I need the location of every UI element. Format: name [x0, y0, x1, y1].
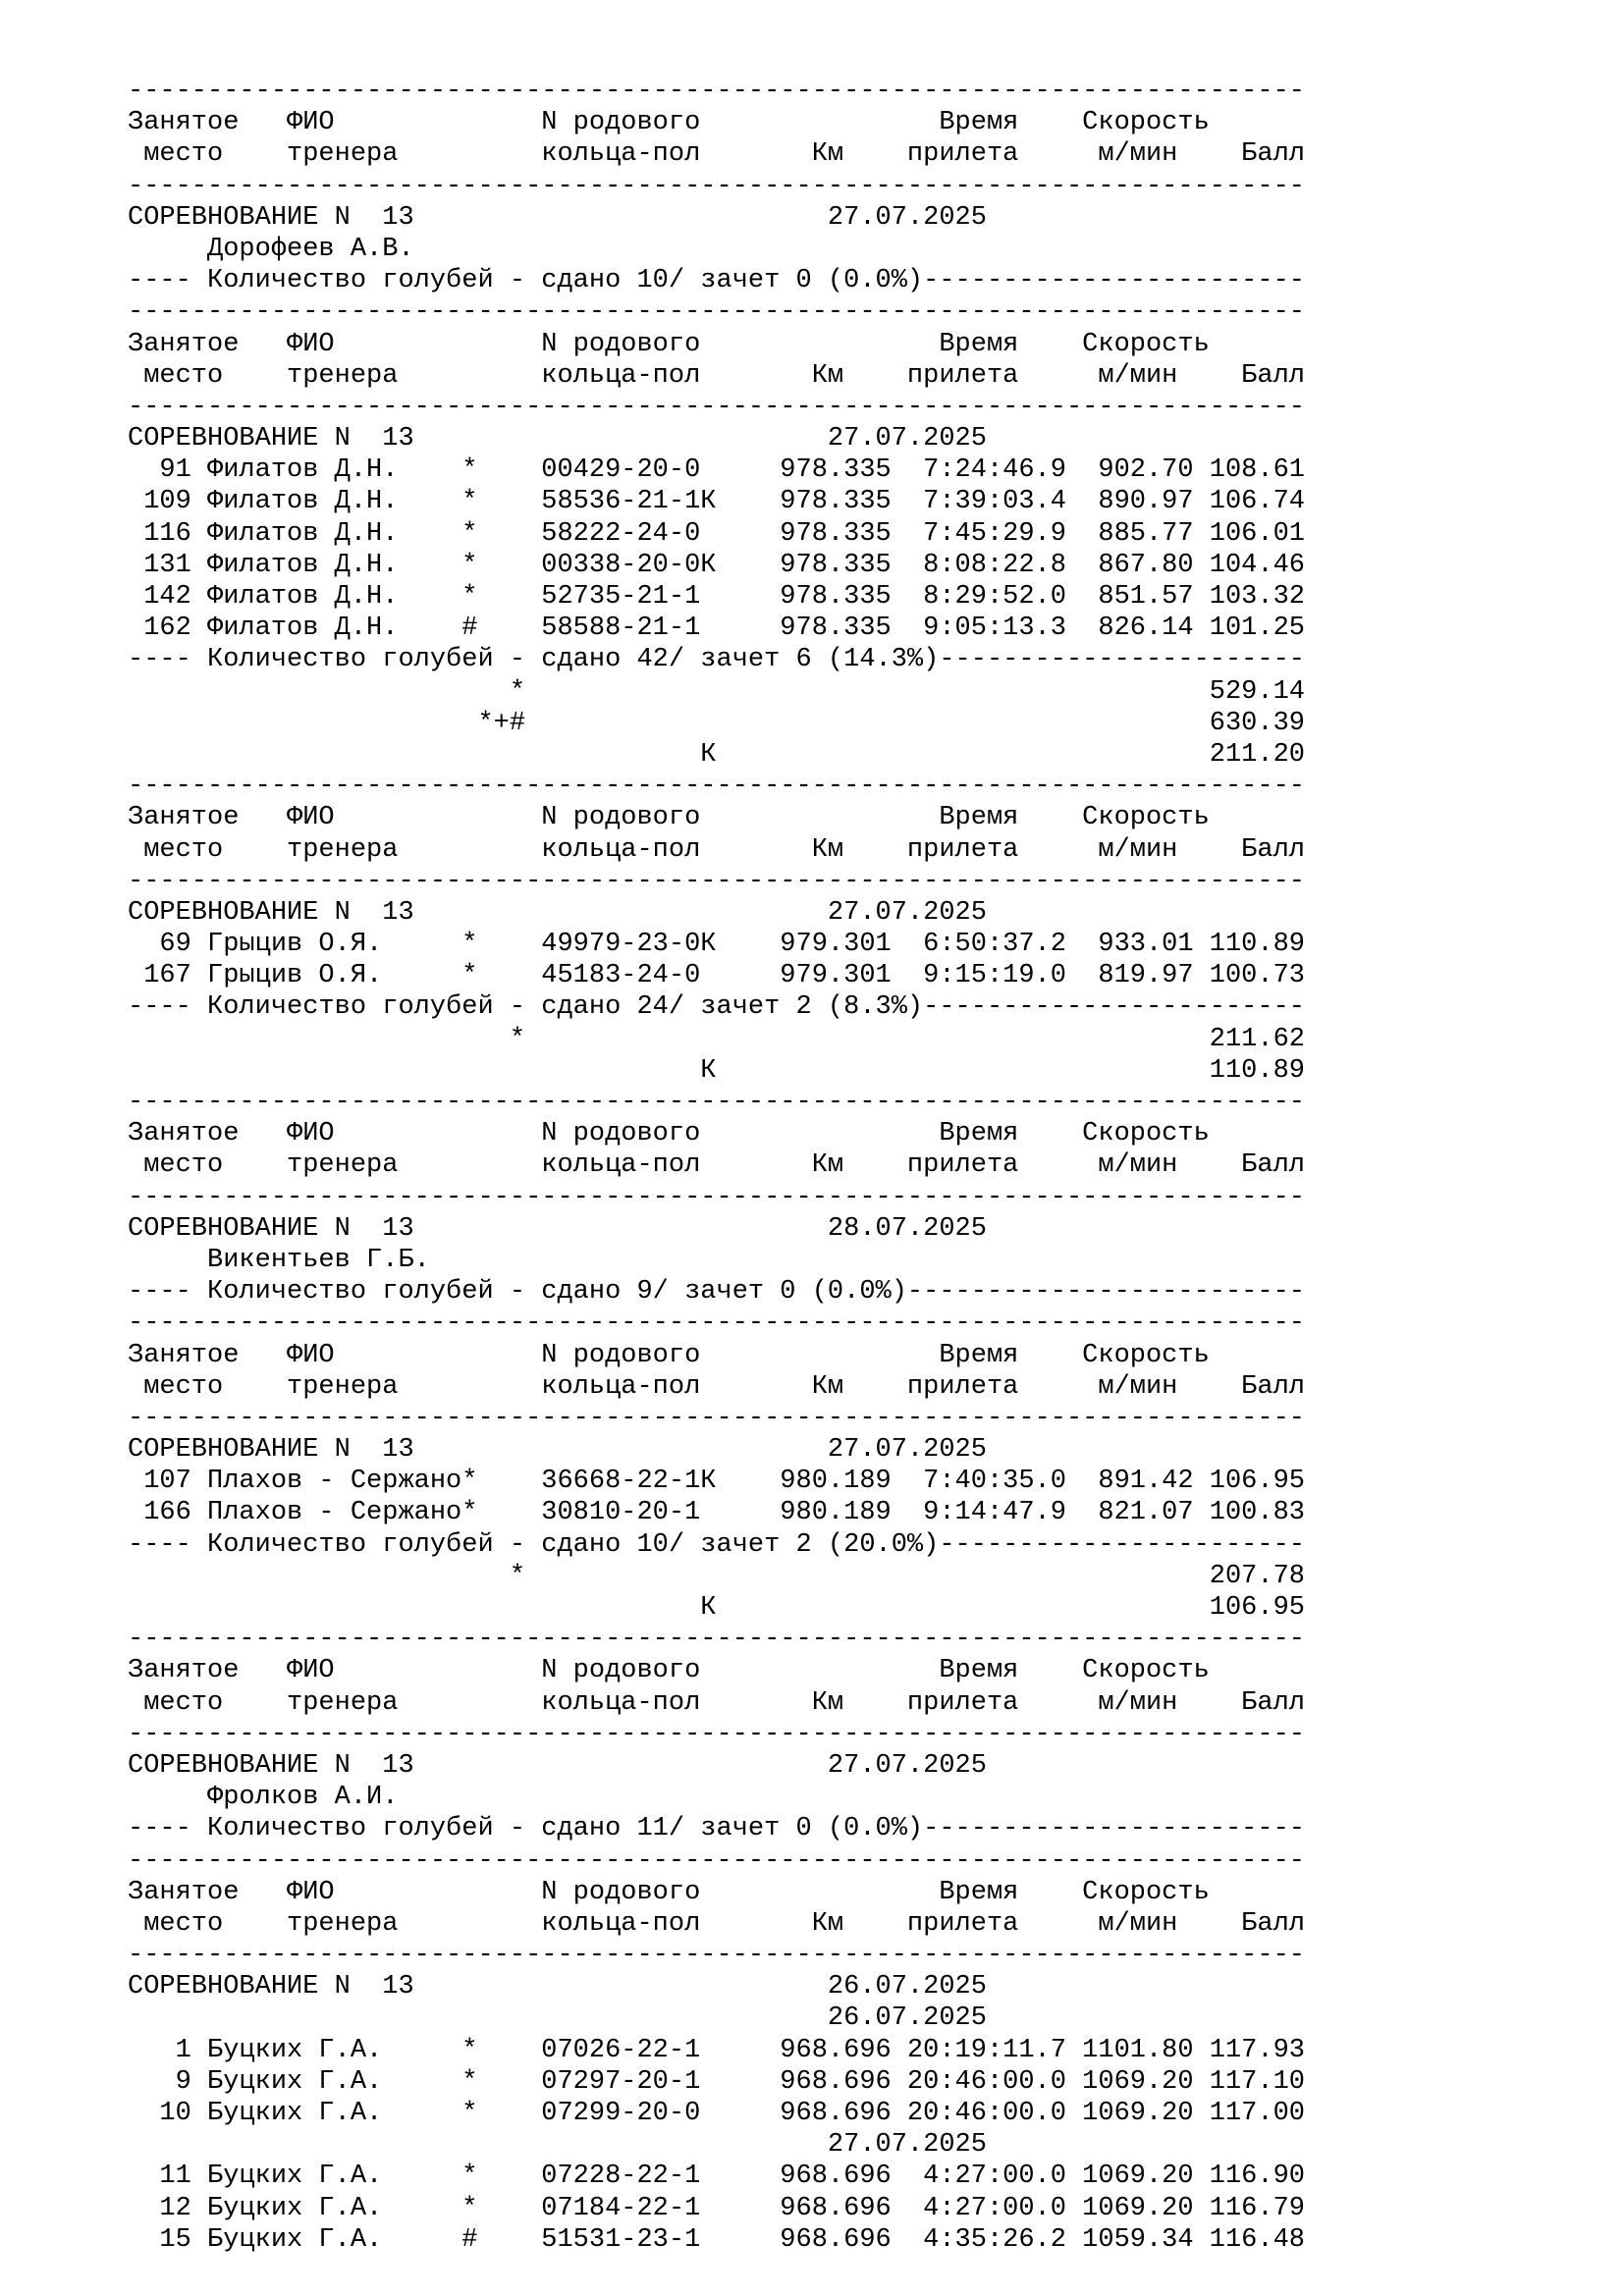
competition-title-line: СОРЕВНОВАНИЕ N 13 27.07.2025 — [128, 1435, 1305, 1466]
summary-line: * 529.14 — [128, 676, 1305, 707]
column-header-line: место тренера кольца-пол Км прилета м/мин Балл — [128, 1908, 1305, 1939]
column-header-line: Занятое ФИО N родового Время Скорость — [128, 1877, 1305, 1907]
separator-line: -------------------------------------------------------------------------- — [128, 297, 1305, 328]
column-header-line: Занятое ФИО N родового Время Скорость — [128, 1656, 1305, 1686]
separator-line: -------------------------------------------------------------------------- — [128, 1182, 1305, 1212]
trainer-name-line: Дорофеев А.В. — [128, 234, 1305, 264]
result-row: 69 Грыцив О.Я. * 49979-23-0К 979.301 6:50:37.2 933.01 110.89 — [128, 930, 1305, 960]
summary-line: К 211.20 — [128, 739, 1305, 770]
separator-line: -------------------------------------------------------------------------- — [128, 1308, 1305, 1339]
result-row: 142 Филатов Д.Н. * 52735-21-1 978.335 8:29:52.0 851.57 103.32 — [128, 582, 1305, 612]
result-row: 131 Филатов Д.Н. * 00338-20-0К 978.335 8:08:22.8 867.80 104.46 — [128, 550, 1305, 580]
column-header-line: место тренера кольца-пол Км прилета м/мин Балл — [128, 1150, 1305, 1181]
pigeon-count-line: ---- Количество голубей - сдано 10/ зачет 2 (20.0%)----------------------- — [128, 1529, 1305, 1560]
separator-line: -------------------------------------------------------------------------- — [128, 1403, 1305, 1433]
date-line: 27.07.2025 — [128, 2130, 1305, 2161]
summary-line: К 106.95 — [128, 1593, 1305, 1623]
summary-line: К 110.89 — [128, 1055, 1305, 1086]
trainer-name-line: Фролков А.И. — [128, 1783, 1305, 1813]
result-row: 116 Филатов Д.Н. * 58222-24-0 978.335 7:45:29.9 885.77 106.01 — [128, 518, 1305, 549]
competition-title-line: СОРЕВНОВАНИЕ N 13 27.07.2025 — [128, 897, 1305, 928]
column-header-line: Занятое ФИО N родового Время Скорость — [128, 1119, 1305, 1149]
column-header-line: Занятое ФИО N родового Время Скорость — [128, 108, 1305, 138]
pigeon-count-line: ---- Количество голубей - сдано 24/ зачет 2 (8.3%)------------------------ — [128, 992, 1305, 1023]
column-header-line: Занятое ФИО N родового Время Скорость — [128, 803, 1305, 833]
summary-line: * 207.78 — [128, 1561, 1305, 1591]
column-header-line: место тренера кольца-пол Км прилета м/мин Балл — [128, 139, 1305, 170]
column-header-line: место тренера кольца-пол Км прилета м/мин Балл — [128, 1687, 1305, 1718]
result-row: 162 Филатов Д.Н. # 58588-21-1 978.335 9:05:13.3 826.14 101.25 — [128, 614, 1305, 644]
result-row: 1 Буцких Г.А. * 07026-22-1 968.696 20:19:11.7 1101.80 117.93 — [128, 2035, 1305, 2065]
separator-line: -------------------------------------------------------------------------- — [128, 866, 1305, 896]
competition-title-line: СОРЕВНОВАНИЕ N 13 28.07.2025 — [128, 1213, 1305, 1244]
column-header-line: Занятое ФИО N родового Время Скорость — [128, 1340, 1305, 1370]
column-header-line: место тренера кольца-пол Км прилета м/мин Балл — [128, 834, 1305, 865]
separator-line: -------------------------------------------------------------------------- — [128, 1088, 1305, 1117]
trainer-name-line: Викентьев Г.Б. — [128, 1245, 1305, 1275]
column-header-line: место тренера кольца-пол Км прилета м/мин Балл — [128, 1371, 1305, 1402]
column-header-line: Занятое ФИО N родового Время Скорость — [128, 329, 1305, 359]
summary-line: * 211.62 — [128, 1024, 1305, 1054]
pigeon-count-line: ---- Количество голубей - сдано 10/ зачет 0 (0.0%)------------------------ — [128, 266, 1305, 296]
result-row: 107 Плахов - Сержано* 36668-22-1К 980.189 7:40:35.0 891.42 106.95 — [128, 1467, 1305, 1497]
result-row: 109 Филатов Д.Н. * 58536-21-1К 978.335 7:39:03.4 890.97 106.74 — [128, 487, 1305, 517]
pigeon-count-line: ---- Количество голубей - сдано 42/ зачет 6 (14.3%)----------------------- — [128, 645, 1305, 675]
competition-title-line: СОРЕВНОВАНИЕ N 13 27.07.2025 — [128, 202, 1305, 233]
result-row: 12 Буцких Г.А. * 07184-22-1 968.696 4:27:00.0 1069.20 116.79 — [128, 2193, 1305, 2223]
date-line: 26.07.2025 — [128, 2003, 1305, 2034]
separator-line: -------------------------------------------------------------------------- — [128, 1625, 1305, 1655]
result-row: 91 Филатов Д.Н. * 00429-20-0 978.335 7:24:46.9 902.70 108.61 — [128, 455, 1305, 486]
competition-title-line: СОРЕВНОВАНИЕ N 13 27.07.2025 — [128, 424, 1305, 454]
report-body — [128, 76, 1305, 2256]
separator-line: -------------------------------------------------------------------------- — [128, 1941, 1305, 1971]
column-header-line: место тренера кольца-пол Км прилета м/мин Балл — [128, 360, 1305, 391]
separator-line: -------------------------------------------------------------------------- — [128, 171, 1305, 201]
competition-title-line: СОРЕВНОВАНИЕ N 13 26.07.2025 — [128, 1972, 1305, 2002]
pigeon-count-line: ---- Количество голубей - сдано 11/ зачет 0 (0.0%)------------------------ — [128, 1814, 1305, 1844]
result-row: 166 Плахов - Сержано* 30810-20-1 980.189 9:14:47.9 821.07 100.83 — [128, 1498, 1305, 1528]
result-row: 167 Грыцив О.Я. * 45183-24-0 979.301 9:15:19.0 819.97 100.73 — [128, 961, 1305, 991]
result-row: 15 Буцких Г.А. # 51531-23-1 968.696 4:35:26.2 1059.34 116.48 — [128, 2224, 1305, 2255]
competition-title-line: СОРЕВНОВАНИЕ N 13 27.07.2025 — [128, 1750, 1305, 1781]
separator-line: -------------------------------------------------------------------------- — [128, 392, 1305, 422]
separator-line: -------------------------------------------------------------------------- — [128, 772, 1305, 802]
separator-line: -------------------------------------------------------------------------- — [128, 1719, 1305, 1749]
pigeon-count-line: ---- Количество голубей - сдано 9/ зачет 0 (0.0%)------------------------- — [128, 1277, 1305, 1308]
separator-line: -------------------------------------------------------------------------- — [128, 77, 1305, 106]
result-row: 9 Буцких Г.А. * 07297-20-1 968.696 20:46:00.0 1069.20 117.10 — [128, 2066, 1305, 2097]
result-row: 10 Буцких Г.А. * 07299-20-0 968.696 20:46:00.0 1069.20 117.00 — [128, 2099, 1305, 2128]
separator-line: -------------------------------------------------------------------------- — [128, 1845, 1305, 1876]
result-row: 11 Буцких Г.А. * 07228-22-1 968.696 4:27:00.0 1069.20 116.90 — [128, 2162, 1305, 2192]
summary-line: *+# 630.39 — [128, 708, 1305, 738]
